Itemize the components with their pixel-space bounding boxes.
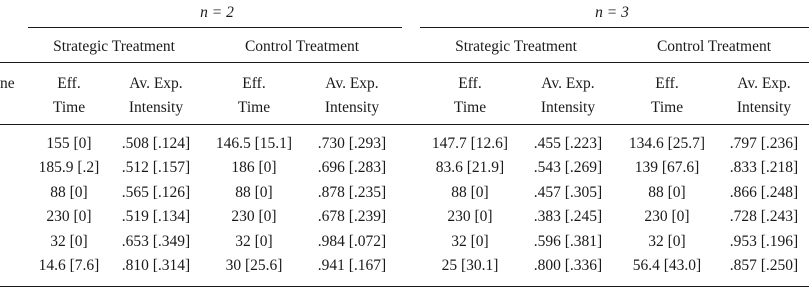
table-cell: .797 [.236] xyxy=(729,135,799,152)
group-header-n3: n = 3 xyxy=(595,4,629,21)
subgroup-header-n2-control: Control Treatment xyxy=(244,38,360,55)
table-cell: .857 [.250] xyxy=(729,257,799,274)
table-cell: 32 [0] xyxy=(235,232,273,250)
bottom-rule xyxy=(0,286,809,287)
stub-header: ne xyxy=(0,75,15,92)
table-cell: 88 [0] xyxy=(235,183,273,201)
table-cell: 185.9 [.2] xyxy=(38,159,100,177)
table-cell: 230 [0] xyxy=(231,208,277,226)
table-cell: .508 [.124] xyxy=(121,135,191,152)
table-cell: .941 [.167] xyxy=(317,257,387,274)
header-rule xyxy=(0,124,809,125)
table-cell: .866 [.248] xyxy=(729,183,799,201)
table-cell: 32 [0] xyxy=(648,232,686,250)
group-rule-n3 xyxy=(420,27,809,28)
table-cell: 56.4 [43.0] xyxy=(632,257,702,274)
table-cell: 88 [0] xyxy=(648,183,686,201)
col-header-1-line1: Eff. xyxy=(57,75,81,92)
col-header-8-line2: Intensity xyxy=(736,99,792,116)
col-header-2-line1: Av. Exp. xyxy=(129,75,183,92)
group-header-n2: n = 2 xyxy=(200,4,234,21)
table-cell: .543 [.269] xyxy=(533,159,603,177)
table-cell: 147.7 [12.6] xyxy=(431,135,509,152)
col-header-2-line2: Intensity xyxy=(128,99,184,116)
table-cell: .810 [.314] xyxy=(121,257,191,274)
group-rule-n2 xyxy=(28,27,402,28)
table-cell: 83.6 [21.9] xyxy=(435,159,505,177)
table-cell: 134.6 [25.7] xyxy=(628,135,706,152)
col-header-4-line2: Intensity xyxy=(324,99,380,116)
table-cell: .678 [.239] xyxy=(317,208,387,226)
table-cell: 230 [0] xyxy=(644,208,690,226)
col-header-5-line1: Eff. xyxy=(458,75,482,92)
table-cell: .953 [.196] xyxy=(729,232,799,250)
col-header-3-line2: Time xyxy=(237,99,271,116)
table-cell: 230 [0] xyxy=(46,208,92,226)
table-cell: 146.5 [15.1] xyxy=(215,135,293,152)
table-cell: 139 [67.6] xyxy=(634,159,700,177)
subgroup-header-n2-strategic: Strategic Treatment xyxy=(53,38,175,55)
table-cell: .519 [.134] xyxy=(121,208,191,226)
table-cell: .512 [.157] xyxy=(121,159,191,177)
table-cell: .728 [.243] xyxy=(729,208,799,226)
table-cell: 25 [30.1] xyxy=(441,257,499,274)
table-cell: .565 [.126] xyxy=(121,183,191,201)
subgroup-header-n3-strategic: Strategic Treatment xyxy=(455,38,577,55)
col-header-3-line1: Eff. xyxy=(242,75,266,92)
table-cell: 230 [0] xyxy=(447,208,493,226)
table-cell: 30 [25.6] xyxy=(225,257,283,274)
col-header-7-line1: Eff. xyxy=(655,75,679,92)
table-cell: 155 [0] xyxy=(46,135,92,152)
table-cell: 14.6 [7.6] xyxy=(38,257,100,274)
table-cell: .457 [.305] xyxy=(533,183,603,201)
table-cell: .800 [.336] xyxy=(533,257,603,274)
table-cell: .696 [.283] xyxy=(317,159,387,177)
table-cell: .455 [.223] xyxy=(533,135,603,152)
table-cell: .984 [.072] xyxy=(317,232,387,250)
col-header-4-line1: Av. Exp. xyxy=(325,75,379,92)
table-cell: 32 [0] xyxy=(50,232,88,250)
col-header-7-line2: Time xyxy=(650,99,684,116)
col-header-8-line1: Av. Exp. xyxy=(737,75,791,92)
col-header-1-line2: Time xyxy=(52,99,86,116)
table-cell: .653 [.349] xyxy=(121,232,191,250)
table-cell: .383 [.245] xyxy=(533,208,603,226)
col-header-6-line1: Av. Exp. xyxy=(541,75,595,92)
col-header-5-line2: Time xyxy=(453,99,487,116)
table-cell: .596 [.381] xyxy=(533,232,603,250)
subgroup-rule-left xyxy=(0,62,809,63)
table-cell: 88 [0] xyxy=(50,183,88,201)
subgroup-header-n3-control: Control Treatment xyxy=(656,38,772,55)
table-cell: .833 [.218] xyxy=(729,159,799,177)
table-cell: 88 [0] xyxy=(451,183,489,201)
table-cell: .730 [.293] xyxy=(317,135,387,152)
table-cell: 32 [0] xyxy=(451,232,489,250)
table-cell: .878 [.235] xyxy=(317,183,387,201)
table-cell: 186 [0] xyxy=(231,159,277,177)
col-header-6-line2: Intensity xyxy=(540,99,596,116)
